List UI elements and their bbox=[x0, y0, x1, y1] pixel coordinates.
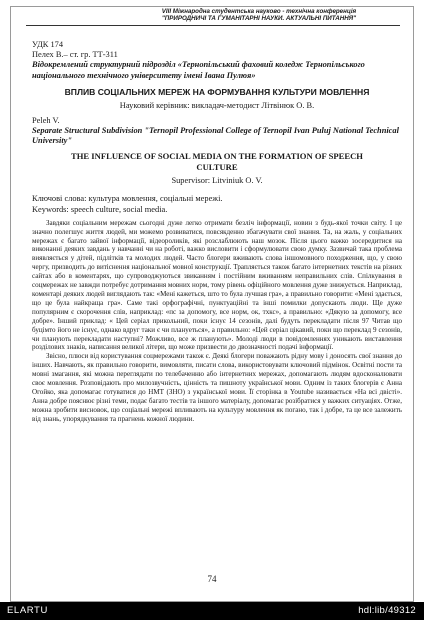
article-content bbox=[32, 40, 402, 424]
udk-code: УДК 174 bbox=[32, 40, 64, 49]
handle-id: hdl:lib/49312 bbox=[358, 605, 416, 616]
author-group: Пелех В.– ст. гр. ТТ-311 bbox=[32, 50, 118, 60]
author-en: Peleh V. bbox=[32, 115, 60, 125]
article-body bbox=[32, 219, 402, 424]
supervisor-ua: Науковий керівник: викладач-методист Літвінюк О. В. bbox=[119, 101, 315, 111]
title-ua: ВПЛИВ СОЦІАЛЬНИХ МЕРЕЖ НА ФОРМУВАННЯ КУЛЬТУРИ МОВЛЕННЯ bbox=[64, 86, 370, 97]
page-number: 74 bbox=[207, 574, 217, 584]
keywords-en: Keywords: speech culture, social media. bbox=[32, 204, 168, 214]
repository-name: ELARTU bbox=[7, 605, 48, 616]
conference-header-line2: "ПРИРОДНИЧІ ТА ГУМАНІТАРНІ НАУКИ. АКТУАЛЬНІ ПИТАННЯ" bbox=[161, 15, 357, 22]
title-en: THE INFLUENCE OF SOCIAL MEDIA ON THE FORMATION OF SPEECH CULTURE bbox=[71, 151, 363, 172]
supervisor-en: Supervisor: Litviniuk O. V. bbox=[171, 176, 263, 186]
repository-footer bbox=[0, 602, 424, 620]
body-paragraph-2: Звісно, плюси від користування соцмережами також є. Деякі блогери поважають рідну мову і доносять свої знання до інших. Навчають, як правильно говорити, вимовляти, писати слова, використовувати ключовий підмінок. Освітні пости та мовні змагання, які можна переглядати по телебаченню або інтернетних мережах, допомагають людям вдосконалювати своє мовлення. Розповідають про милозвучність, цінність та пишноту української мови. Одним із таких блогерів є Анна Огойко, яка допомагає готуватися до НМТ (ЗНО) з української мови. Її сторінка в Youtube називається «На всі двісті». Анна добре пояснює різні теми, подає багато тестів та іншого матеріалу, допомагає розібратися у важких ситуаціях. Отже, можна зробити висновок, що соціальні мережі впливають на культуру мовлення як погано, так і добре, та це все залежить від знань, упорядкування та прагнень кожної людини. bbox=[32, 352, 402, 423]
header-divider bbox=[26, 25, 400, 26]
body-paragraph-1: Завдяки соціальним мережам сьогодні дуже легко отримати безліч інформації, новин з будь-якої точки світу. І це значно полегшує життя людей, ми можемо розвиватися, повсякденно збагачувати свої знання. Та, на жаль, у соціальних мережах є багато зайвої інформації, відеороликів, які розслаблюють наш мозок. Після цього важко зосередитися на виконанні деяких завдань у навчанні чи на роботі, важко висловити і сформулювати свою думку. Зазвичай така проблема виявляється у дітей, підлітків та молодих людей. Часто блогери вживають слова іншомовного походження, що, у свою чергу, призводить до витіснення національної мовної конструкції. Трапляється також багато інтернетних текстів на різних сайтах або в коментарях, що супроводжуються звиканням і постійним вживанням неправильних слів. Спілкування в соцмережах не завжди потребує дотримання мовних норм, тому рівень офіційного мовлення дуже знижується. Наприклад, коментарі деяких людей виглядають так: «Мені кажеться, што то була лучшая гра», а правильно говорити: «Мені здається, що це була найкраща гра». Саме такі орфографічні, пунктуаційні та інші помилки допускають люди. Ще дуже популярним є скорочення слів, наприклад: «пс за допомогу, все норм, ок, тхкс», а правильно: «Дякую за допомогу, все добре». Інший приклад: « Цей серіал прикольний, поки існує 14 сезонів, далі будуть перекладати після 97 Читав що буцімто його не існує, однако вдруг таки є чи плануеться», а правильно: «Цей серіал цікавий, поки що переклад 9 сезонів, чи планують перекладати наступні? Можливо, все ж планують». Молоді люди в повідомленнях уникають виставлення розділових знаків, написання великої літери, що може призвести до двозначності подачі інформації. bbox=[32, 218, 402, 352]
affiliation-en: Separate Structural Subdivision "Ternopil Professional College of Ternopil Ivan Puluj National Technical University" bbox=[32, 125, 399, 145]
conference-header-line1: VIII Міжнародна студентська науково - технічна конференція bbox=[161, 8, 357, 15]
keywords-ua: Ключові слова: культура мовлення, соціальні мережі. bbox=[32, 194, 223, 204]
conference-header bbox=[118, 8, 400, 22]
affiliation-ua: Відокремлений структурний підрозділ «Тернопільський фаховий коледж Тернопільського національного технічного університету імені Івана Пулюя» bbox=[32, 60, 365, 80]
